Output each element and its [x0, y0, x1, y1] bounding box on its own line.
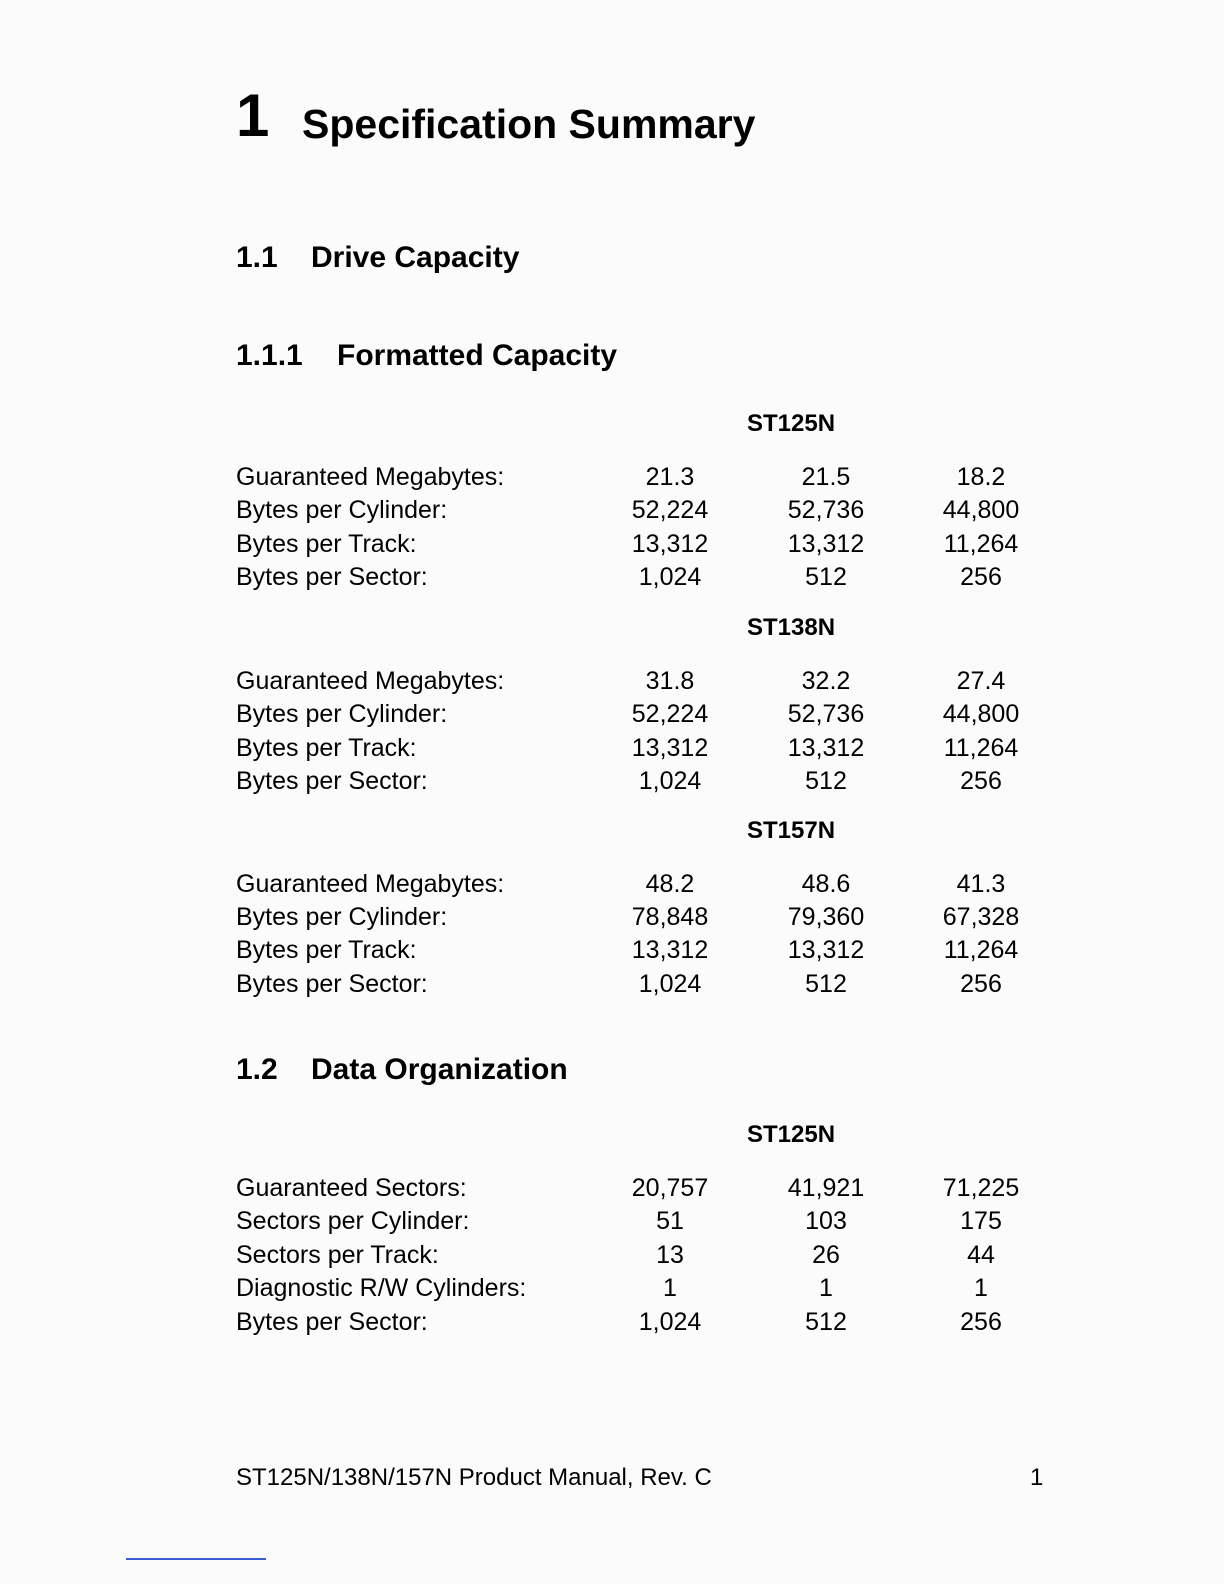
cell-value: 52,736	[787, 700, 865, 728]
cell-value: 13,312	[631, 936, 709, 964]
cell-value: 512	[805, 563, 847, 591]
table-row	[236, 900, 1056, 934]
row-label: Guaranteed Megabytes:	[236, 463, 505, 491]
section-1-2-number: 1.2	[236, 1053, 278, 1086]
model-heading: ST138N	[747, 614, 836, 641]
cell-value: 13,312	[787, 936, 865, 964]
cell-value: 13,312	[631, 530, 709, 558]
cell-value: 103	[805, 1207, 847, 1235]
section-1-2-title: Data Organization	[311, 1053, 568, 1086]
section-1-1-1-title: Formatted Capacity	[337, 339, 618, 372]
cell-value: 41.3	[956, 870, 1006, 898]
row-label: Guaranteed Megabytes:	[236, 870, 505, 898]
cell-value: 512	[805, 1308, 847, 1336]
cell-value: 52,224	[631, 496, 709, 524]
section-1-1-number: 1.1	[236, 241, 278, 274]
cell-value: 512	[805, 970, 847, 998]
cell-value: 20,757	[631, 1174, 709, 1202]
table-row	[236, 560, 1056, 594]
cell-value: 13,312	[787, 734, 865, 762]
cell-value: 52,736	[787, 496, 865, 524]
row-label: Bytes per Track:	[236, 936, 417, 964]
table-row	[236, 460, 1056, 494]
cell-value: 13,312	[631, 734, 709, 762]
row-label: Sectors per Cylinder:	[236, 1207, 470, 1235]
table-row	[236, 1238, 1056, 1272]
cell-value: 41,921	[787, 1174, 865, 1202]
cell-value: 27.4	[956, 667, 1006, 695]
cell-value: 1	[663, 1274, 677, 1302]
section-1-1-1-number: 1.1.1	[236, 339, 303, 372]
cell-value: 13,312	[787, 530, 865, 558]
cell-value: 32.2	[801, 667, 851, 695]
row-label: Bytes per Cylinder:	[236, 700, 448, 728]
table-row	[236, 867, 1056, 901]
table-row	[236, 1305, 1056, 1339]
cell-value: 18.2	[956, 463, 1006, 491]
row-label: Bytes per Sector:	[236, 563, 428, 591]
row-label: Bytes per Sector:	[236, 767, 428, 795]
cell-value: 44,800	[942, 496, 1020, 524]
table-row	[236, 1204, 1056, 1238]
footer-manual-title: ST125N/138N/157N Product Manual, Rev. C	[236, 1464, 712, 1491]
row-label: Guaranteed Sectors:	[236, 1174, 467, 1202]
cell-value: 26	[812, 1241, 840, 1269]
cell-value: 44,800	[942, 700, 1020, 728]
chapter-title: Specification Summary	[302, 101, 756, 147]
table-row	[236, 933, 1056, 967]
scan-artifact-line	[126, 1558, 266, 1560]
page-number: 1	[1030, 1464, 1044, 1491]
cell-value: 11,264	[943, 734, 1019, 762]
table-row	[236, 1171, 1056, 1205]
cell-value: 512	[805, 767, 847, 795]
cell-value: 256	[960, 563, 1002, 591]
table-row	[236, 764, 1056, 798]
cell-value: 1	[974, 1274, 988, 1302]
table-row	[236, 731, 1056, 765]
cell-value: 78,848	[631, 903, 709, 931]
row-label: Bytes per Sector:	[236, 970, 428, 998]
cell-value: 71,225	[942, 1174, 1020, 1202]
cell-value: 1	[819, 1274, 833, 1302]
cell-value: 79,360	[787, 903, 865, 931]
row-label: Sectors per Track:	[236, 1241, 439, 1269]
cell-value: 256	[960, 767, 1002, 795]
row-label: Bytes per Sector:	[236, 1308, 428, 1336]
cell-value: 52,224	[631, 700, 709, 728]
cell-value: 11,264	[943, 936, 1019, 964]
cell-value: 67,328	[942, 903, 1020, 931]
table-row	[236, 527, 1056, 561]
model-heading: ST125N	[747, 410, 836, 437]
cell-value: 51	[656, 1207, 684, 1235]
row-label: Bytes per Cylinder:	[236, 496, 448, 524]
cell-value: 44	[967, 1241, 995, 1269]
cell-value: 1,024	[638, 563, 702, 591]
model-heading: ST125N	[747, 1121, 836, 1148]
cell-value: 1,024	[638, 767, 702, 795]
table-row	[236, 493, 1056, 527]
section-1-1-title: Drive Capacity	[311, 241, 520, 274]
cell-value: 48.6	[801, 870, 851, 898]
cell-value: 48.2	[645, 870, 695, 898]
table-row	[236, 697, 1056, 731]
chapter-number: 1	[236, 82, 270, 149]
row-label: Bytes per Track:	[236, 734, 417, 762]
model-heading: ST157N	[747, 817, 836, 844]
cell-value: 1,024	[638, 1308, 702, 1336]
cell-value: 21.5	[801, 463, 851, 491]
cell-value: 21.3	[645, 463, 695, 491]
row-label: Bytes per Cylinder:	[236, 903, 448, 931]
table-row	[236, 1271, 1056, 1305]
cell-value: 31.8	[645, 667, 695, 695]
row-label: Guaranteed Megabytes:	[236, 667, 505, 695]
cell-value: 175	[960, 1207, 1002, 1235]
table-row	[236, 664, 1056, 698]
table-row	[236, 967, 1056, 1001]
cell-value: 256	[960, 970, 1002, 998]
cell-value: 256	[960, 1308, 1002, 1336]
cell-value: 11,264	[943, 530, 1019, 558]
row-label: Diagnostic R/W Cylinders:	[236, 1274, 527, 1302]
row-label: Bytes per Track:	[236, 530, 417, 558]
cell-value: 1,024	[638, 970, 702, 998]
cell-value: 13	[656, 1241, 684, 1269]
